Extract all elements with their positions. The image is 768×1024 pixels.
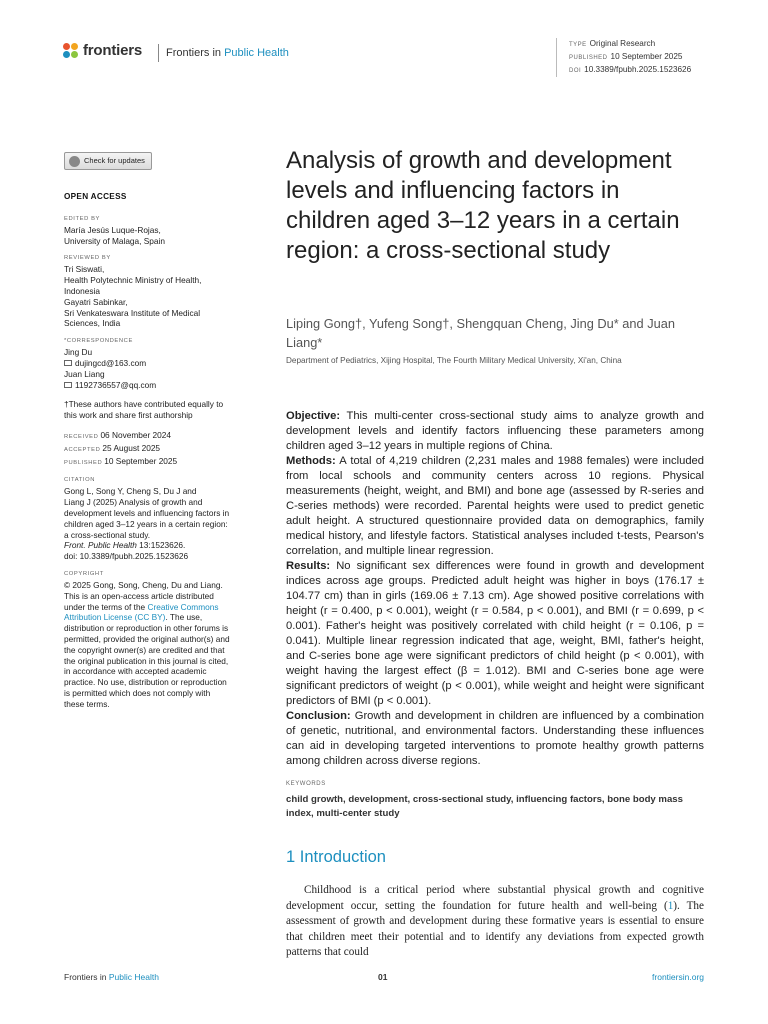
corr-email[interactable]: 1192736557@qq.com	[75, 379, 157, 390]
sidebar	[64, 152, 254, 718]
journal-prefix: Frontiers in	[166, 47, 225, 59]
copyright-line: is permitted which does not comply with	[64, 687, 211, 698]
copyright-label: COPYRIGHT	[64, 570, 104, 577]
corr-name: Jing Du	[64, 347, 93, 358]
email-icon	[64, 360, 72, 366]
accepted-value: 25 August 2025	[102, 442, 161, 453]
cc-link[interactable]: Attribution License (CC BY)	[64, 612, 166, 623]
conclusion-text: Growth and development in children are influenced by a combination of genetic, nutritional, and environmental factors. Understanding these influences can aid in developing targeted interventions to promote healthy growth patterns among children across diverse regions.	[286, 710, 704, 767]
copyright-line: practice. No use, distribution or reproduction	[64, 677, 227, 688]
reviewer-line: Sciences, India	[64, 318, 121, 329]
objective-label: Objective:	[286, 410, 341, 422]
introduction-paragraph	[286, 883, 704, 961]
doi-label: DOI	[569, 68, 582, 74]
author-list: Liping Gong†, Yufeng Song†, Shengquan Cheng, Jing Du* and Juan Liang*	[286, 316, 675, 350]
correspondence-label: *CORRESPONDENCE	[64, 338, 133, 345]
published-label: PUBLISHED	[64, 459, 103, 466]
keywords: child growth, development, cross-sectional study, influencing factors, bone body mass index, multi-center study	[286, 794, 683, 819]
objective-text: This multi-center cross-sectional study aims to analyze growth and development levels and identify factors influencing these parameters among children aged 3–12 years in multiple regions of China.	[286, 410, 704, 452]
citation-line: development levels and influencing factors in	[64, 507, 230, 518]
corr-name: Juan Liang	[64, 368, 105, 379]
abstract-conclusion	[286, 709, 704, 769]
contrib-line: this work and share first authorship	[64, 410, 193, 421]
copyright-line: the original publication in this journal is cited,	[64, 655, 229, 666]
type-label: TYPE	[569, 42, 587, 48]
reviewer-line: Indonesia	[64, 285, 100, 296]
contrib-line: †These authors have contributed equally to	[64, 399, 224, 410]
edited-by-section	[64, 216, 254, 247]
abstract-objective	[286, 409, 704, 454]
article-meta	[556, 38, 691, 77]
intro-text: Childhood is a critical period where substantial physical growth and cognitive development occur, setting the foundation for future health and well-being (	[286, 884, 704, 912]
reviewed-by-label: REVIEWED BY	[64, 255, 111, 262]
copyright-line: © 2025 Gong, Song, Cheng, Du and Liang.	[64, 579, 223, 590]
published-label: PUBLISHED	[569, 55, 608, 61]
edited-by-label: EDITED BY	[64, 215, 101, 222]
footer-journal-name: Public Health	[108, 972, 159, 982]
copyright-line: these terms.	[64, 698, 110, 709]
frontiers-logo-icon	[63, 43, 79, 59]
citation-line: Liang J (2025) Analysis of growth and	[64, 497, 203, 508]
reviewer-line: Sri Venkateswara Institute of Medical	[64, 307, 201, 318]
contribution-note	[64, 399, 254, 421]
methods-text: A total of 4,219 children (2,231 males and 1988 females) were included from local schools and community centers across 10 regions. Physical measurements (height, weight, and BMI) and bone age (assessed by R-series and C-series methods) were recorded. Parental heights were used to predict genetic adult height. A structured questionnaire provided data on demographics, family medical history, and lifestyle factors. Statistical analyses included t-tests, Pearson's correlation, and multiple linear regression.	[286, 455, 704, 557]
footer-journal[interactable]	[64, 972, 159, 982]
copyright-line: in accordance with accepted academic	[64, 666, 207, 677]
email-icon	[64, 382, 72, 388]
journal-name[interactable]	[158, 44, 289, 62]
received-value: 06 November 2024	[100, 429, 172, 440]
citation-doi[interactable]: doi: 10.3389/fpubh.2025.1523626	[64, 551, 189, 562]
reference-link[interactable]: 1	[667, 899, 674, 912]
editor-line: University of Malaga, Spain	[64, 235, 165, 246]
citation-line: children aged 3–12 years in a certain region:	[64, 518, 228, 529]
citation-volume: 13:1523626.	[136, 540, 186, 551]
check-updates-icon	[69, 156, 80, 167]
copyright-text: . The use,	[165, 612, 203, 623]
corr-email[interactable]: dujingcd@163.com	[75, 357, 147, 368]
citation-line: Gong L, Song Y, Cheng S, Du J and	[64, 486, 197, 497]
section-heading-introduction: 1 Introduction	[286, 848, 386, 866]
doi-value[interactable]: 10.3389/fpubh.2025.1523626	[584, 65, 692, 74]
copyright-line: This is an open-access article distributed	[64, 590, 214, 601]
site-link[interactable]: frontiersin.org	[652, 972, 704, 982]
reviewer-line: Gayatri Sabinkar,	[64, 296, 128, 307]
frontiers-logo[interactable]	[63, 42, 142, 59]
corr-email-line[interactable]	[64, 380, 254, 391]
affiliation: Department of Pediatrics, Xijing Hospital, The Fourth Military Medical University, Xi'an, China	[286, 356, 622, 365]
correspondence-section	[64, 338, 254, 390]
abstract-results	[286, 559, 704, 709]
methods-label: Methods:	[286, 455, 336, 467]
published-value: 10 September 2025	[610, 52, 683, 61]
reviewed-by-section	[64, 255, 254, 329]
copyright-line: distribution or reproduction in other forums is	[64, 623, 229, 634]
results-text: No significant sex differences were found in growth and development indices across age groups. Predicted adult height was higher in boys (176.17 ± 104.77 cm) than in girls (169.06 ± 7.13 cm). Age showed positive correlations with height (r = 0.400, p < 0.001), weight (r = 0.584, p < 0.001), and BMI (r = 0.699, p < 0.001). Father's height was positively correlated with child height (r = 0.106, p = 0.041). Multiple linear regression indicated that age, weight, BMI, father's height, and C-series bone age were significant predictors of child height (p < 0.001), with weight having the largest effect (β = 1.012). BMI and C-series bone age were significant predictors of weight (p < 0.001), while weight and height were significant predictors of BMI (p < 0.001).	[286, 560, 704, 707]
check-updates-label: Check for updates	[84, 155, 145, 165]
open-access-label: OPEN ACCESS	[64, 192, 127, 201]
copyright-line: permitted, provided the original author(s) and	[64, 633, 230, 644]
article-title: Analysis of growth and development levels and influencing factors in children aged 3–12 years in a certain region: a cross-sectional study	[286, 147, 680, 264]
conclusion-label: Conclusion:	[286, 710, 351, 722]
published-value: 10 September 2025	[104, 455, 178, 466]
citation-line: a cross-sectional study.	[64, 529, 151, 540]
abstract-methods	[286, 454, 704, 559]
keywords-label: KEYWORDS	[286, 781, 326, 787]
copyright-text: under the terms of the	[64, 601, 148, 612]
copyright-line: the copyright owner(s) are credited and that	[64, 644, 225, 655]
check-updates-button[interactable]	[64, 152, 152, 170]
corr-email-line[interactable]	[64, 358, 254, 369]
type-value: Original Research	[589, 39, 656, 48]
footer-prefix: Frontiers in	[64, 972, 109, 982]
cc-link[interactable]: Creative Commons	[147, 601, 219, 612]
citation-label: CITATION	[64, 477, 95, 484]
abstract	[286, 409, 704, 769]
accepted-label: ACCEPTED	[64, 446, 101, 453]
reviewer-line: Tri Siswati,	[64, 264, 105, 275]
page-number: 01	[378, 972, 388, 982]
results-label: Results:	[286, 560, 331, 572]
received-label: RECEIVED	[64, 433, 99, 440]
dates-section	[64, 430, 254, 468]
journal-title: Public Health	[224, 47, 289, 59]
intro-text: ). The assessment of growth and development during these formative years is essential to ensure that children meet their potential and to identify any deviations from expected growth patterns that could	[286, 899, 704, 958]
citation-section	[64, 477, 254, 562]
logo-text: frontiers	[83, 42, 143, 59]
citation-journal: Front. Public Health	[64, 540, 137, 551]
copyright-section	[64, 571, 254, 710]
editor-line: María Jesús Luque-Rojas,	[64, 224, 161, 235]
reviewer-line: Health Polytechnic Ministry of Health,	[64, 275, 202, 286]
